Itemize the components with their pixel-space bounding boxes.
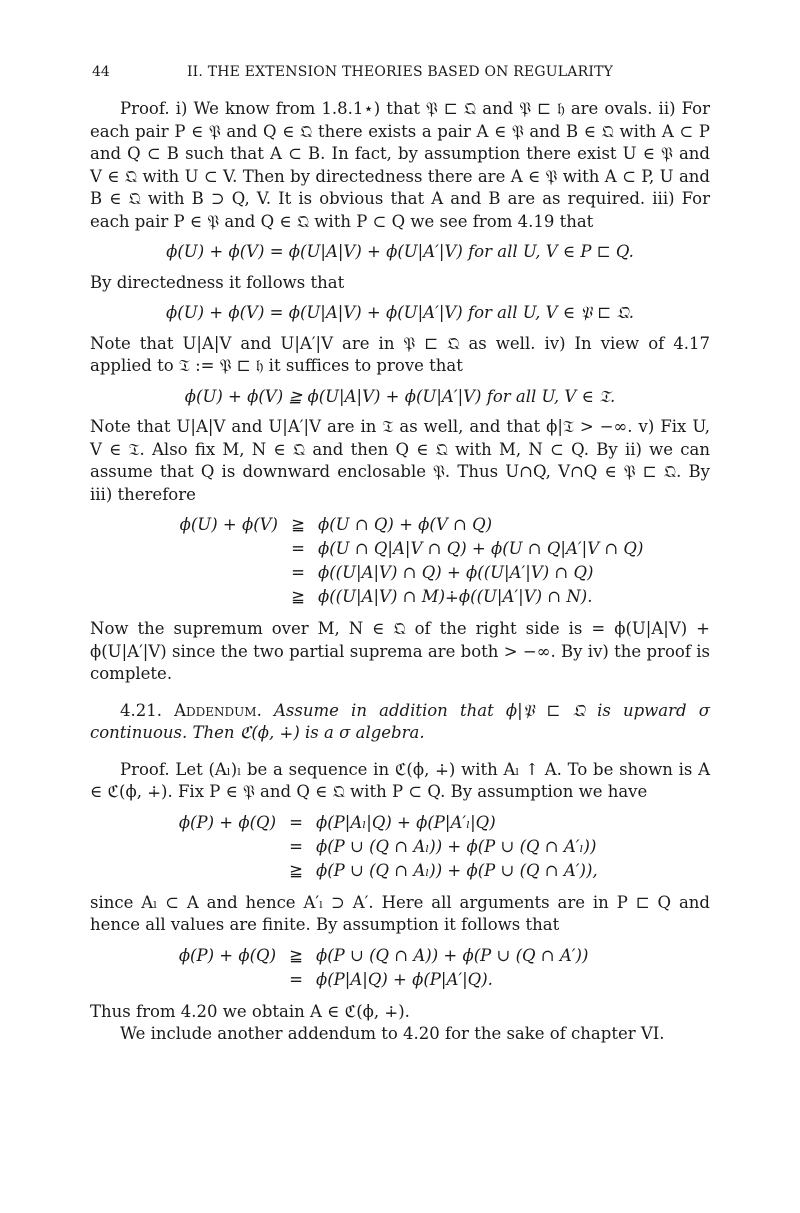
equation-rhs: ϕ((U|A|V) ∩ M)∔ϕ((U|A′|V) ∩ N). <box>318 587 593 606</box>
equation-relation: ≧ <box>291 515 305 534</box>
text-paragraph: We include another addendum to 4.20 for the sake of chapter VI. <box>120 1024 665 1043</box>
equation-rhs: ϕ(P ∪ (Q ∩ Aₗ)) + ϕ(P ∪ (Q ∩ A′)), <box>316 860 598 880</box>
running-head: II. THE EXTENSION THEORIES BASED ON REGULARITY <box>186 64 614 80</box>
page-number: 44 <box>92 64 110 80</box>
page-body <box>90 98 710 1046</box>
equation-relation: = <box>289 836 303 856</box>
equation-array <box>90 945 710 993</box>
equation-row <box>138 586 710 610</box>
equation-lhs: ϕ(P) + ϕ(Q) <box>178 945 276 965</box>
text-paragraph: Note that U|A|V and U|A′|V are in 𝔓 ⊏ 𝔔 as well. iv) In view of 4.17 applied to 𝔗 := 𝔓 ⊏ 𝔥 it suffices to prove that <box>90 333 710 375</box>
equation-rhs: ϕ(U ∩ Q) + ϕ(V ∩ Q) <box>318 515 493 534</box>
equation-rhs: ϕ(U ∩ Q|A|V ∩ Q) + ϕ(U ∩ Q|A′|V ∩ Q) <box>318 539 644 558</box>
equation-array <box>90 812 710 884</box>
text-paragraph: Note that U|A|V and U|A′|V are in 𝔗 as well, and that ϕ|𝔗 > −∞. v) Fix U, V ∈ 𝔗. Also fix M, N ∈ 𝔔 and then Q ∈ 𝔔 with M, N ⊂ Q. By ii) we can assume that Q is downward enclosable 𝔓. Thus U∩Q, V∩Q ∈ 𝔓 ⊏ 𝔔. By iii) therefore <box>90 417 710 504</box>
display-equation: ϕ(U) + ϕ(V) = ϕ(U|A|V) + ϕ(U|A′|V) for all U, V ∈ P ⊏ Q. <box>166 242 634 261</box>
text-paragraph: By directedness it follows that <box>90 272 345 292</box>
proof-paragraph: Proof. i) We know from 1.8.1⋆) that 𝔓 ⊏ 𝔔 and 𝔓 ⊏ 𝔥 are ovals. ii) For each pair P ∈ 𝔓 and Q ∈ 𝔔 there exists a pair A ∈ 𝔓 and B ∈ 𝔔 with A ⊂ P and Q ⊂ B such that A ⊂ B. In fact, by assumption there exist U ∈ 𝔓 and V ∈ 𝔔 with U ⊂ V. Then by directedness there are A ∈ 𝔓 with A ⊂ P, U and B ∈ 𝔔 with B ⊃ Q, V. It is obvious that A and B are as required. iii) For each pair P ∈ 𝔓 and Q ∈ 𝔔 with P ⊂ Q we see from 4.19 that <box>90 99 710 231</box>
addendum-heading: 4.21. Addendum. <box>120 700 262 720</box>
equation-rhs: ϕ((U|A|V) ∩ Q) + ϕ((U|A′|V) ∩ Q) <box>318 563 594 582</box>
page-header <box>92 64 708 84</box>
equation-lhs: ϕ(U) + ϕ(V) <box>179 515 278 534</box>
display-equation: ϕ(U) + ϕ(V) = ϕ(U|A|V) + ϕ(U|A′|V) for all U, V ∈ 𝔓 ⊏ 𝔔. <box>166 303 634 322</box>
text-paragraph: Now the supremum over M, N ∈ 𝔔 of the right side is = ϕ(U|A|V) + ϕ(U|A′|V) since the two partial suprema are both > −∞. By iv) the proof is complete. <box>90 619 710 683</box>
equation-relation: ≧ <box>291 587 305 606</box>
equation-rhs: ϕ(P ∪ (Q ∩ A)) + ϕ(P ∪ (Q ∩ A′)) <box>316 945 589 965</box>
equation-rhs: ϕ(P|A|Q) + ϕ(P|A′|Q). <box>316 969 493 989</box>
equation-row <box>138 538 710 562</box>
equation-row <box>138 514 710 538</box>
equation-rhs: ϕ(P ∪ (Q ∩ Aₗ)) + ϕ(P ∪ (Q ∩ A′ₗ)) <box>316 836 597 856</box>
equation-array <box>90 514 710 610</box>
equation-rhs: ϕ(P|Aₗ|Q) + ϕ(P|A′ₗ|Q) <box>316 812 496 832</box>
equation-row <box>130 945 710 969</box>
equation-row <box>130 836 710 860</box>
equation-relation: ≧ <box>289 860 303 880</box>
equation-relation: = <box>289 812 303 832</box>
addendum-paragraph <box>90 700 710 745</box>
equation-row <box>138 562 710 586</box>
proof-paragraph: Proof. Let (Aₗ)ₗ be a sequence in ℭ(ϕ, ∔) with Aₗ ↑ A. To be shown is A ∈ ℭ(ϕ, ∔). Fix P ∈ 𝔓 and Q ∈ 𝔔 with P ⊂ Q. By assumption we have <box>90 759 710 801</box>
equation-lhs: ϕ(P) + ϕ(Q) <box>178 812 276 832</box>
equation-relation: = <box>291 563 305 582</box>
equation-relation: = <box>291 539 305 558</box>
equation-row <box>130 860 710 884</box>
text-paragraph: Thus from 4.20 we obtain A ∈ ℭ(ϕ, ∔). <box>90 1001 410 1021</box>
equation-relation: = <box>289 969 303 989</box>
equation-relation: ≧ <box>289 945 303 965</box>
text-paragraph: since Aₗ ⊂ A and hence A′ₗ ⊃ A′. Here all arguments are in P ⊏ Q and hence all values are finite. By assumption it follows that <box>90 892 710 934</box>
equation-row <box>130 812 710 836</box>
equation-row <box>130 969 710 993</box>
display-equation: ϕ(U) + ϕ(V) ≧ ϕ(U|A|V) + ϕ(U|A′|V) for all U, V ∈ 𝔗. <box>184 386 616 406</box>
addendum-statement: Assume in addition that ϕ|𝔓 ⊏ 𝔔 is upward σ continuous. Then ℭ(ϕ, ∔) is a σ algebra. <box>90 700 711 742</box>
